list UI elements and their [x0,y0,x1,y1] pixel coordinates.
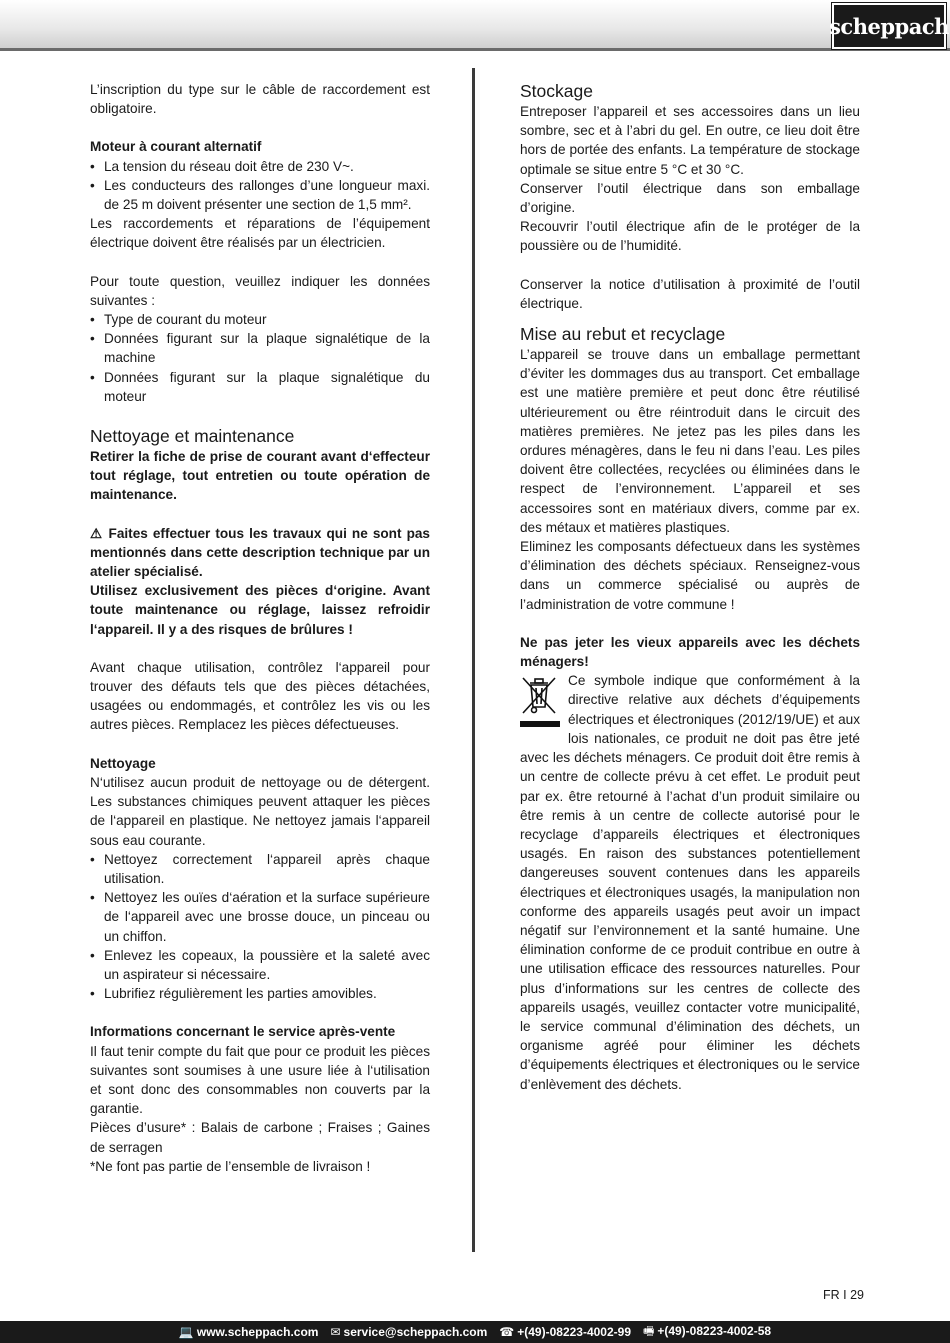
question-paragraph: Pour toute question, veuillez indiquer les données suivantes : [90,273,430,308]
service-paragraph: Il faut tenir compte du fait que pour ce produit les pièces suivantes sont soumises à une usure liée à l‘utilisation et sont donc des consommables non couverts par la garantie. [90,1043,430,1117]
heading-stockage: Stockage [520,81,593,101]
stockage-paragraph-3: Recouvrir l’outil électrique afin de le protéger de la poussière ou de l’humidité. [520,219,860,254]
nettoyage-list [90,850,430,1004]
eliminez-paragraph: Eliminez les composants défectueux dans les systèmes d’élimination des déchets spéciaux. Renseignez-vous dans un commerce spécialisé ou auprès de l’administration de votre commune ! [520,539,860,612]
symbole-paragraph: Ce symbole indique que conformément à la directive relative aux déchets d’équipements électriques et électroniques (2012/19/UE) et aux lois nationales, ce produit ne doit pas être jeté avec les déchets ménagers. Ce produit doit être remis à un centre de collecte prévu à cet effet. Le produit peut par ex. être retourné à l’achat d’un produit similaire ou être remis à un centre de collecte autorisé pour le recyclage d’appareils électriques et électroniques usagés. En raison des substances potentiellement dangereuses souvent contenues dans les appareils électriques et électroniques usagés, la manipulation non conforme des appareils usagés peut avoir un impact négatif sur l’environnement et la santé humaine. Une élimination conforme de ce produit contribue en outre à une utilisation efficace des ressources naturelles. Pour plus d’informations sur les centres de collecte des appareils usagés, veuillez contacter votre municipalité, le service communal d’élimination des déchets, un organisme agréé pour éliminer les déchets d’équipements électriques et électroniques ou le service d’enlèvement des déchets. [520,673,860,1092]
phone-icon: ☎ [499,1325,515,1339]
faites-text: Faites effectuer tous les travaux qui ne sont pas mentionnés dans cette description technique par un atelier spécialisé. [90,525,430,580]
left-column [90,80,430,1176]
stockage-paragraph-2: Conserver l’outil électrique dans son emballage d’origine. [520,180,860,216]
pieces-paragraph: Pièces d’usure* : Balais de carbone ; Fraises ; Gaines de serragen [90,1120,430,1155]
list-item: • Nettoyez correctement l‘appareil après chaque utilisation. [90,850,430,888]
list-item: • Lubrifiez régulièrement les parties amovibles. [90,984,430,1003]
heading-ne-pas-jeter: Ne pas jeter les vieux appareils avec les déchets ménagers! [520,634,860,670]
heading-nettoyage-maintenance: Nettoyage et maintenance [90,426,295,447]
crossed-bin-icon [520,675,558,715]
heading-nettoyage: Nettoyage [90,755,156,771]
fax-number: +(49)-08223-4002-58 [657,1323,772,1338]
list-item: • Les conducteurs des rallonges d’une longueur maxi. de 25 m doivent présenter une section de 1,5 mm². [90,176,430,214]
phone-number: +(49)-08223-4002-99 [517,1325,631,1339]
mail-icon: ✉ [330,1325,341,1339]
list-item: • Enlevez les copeaux, la poussière et la saleté avec un aspirateur si nécessaire. [90,946,430,984]
list-item: • La tension du réseau doit être de 230 V~. [90,157,430,176]
list-item: • Type de courant du moteur [90,310,430,329]
computer-icon: 💻 [178,1325,194,1339]
top-header-bar [0,0,950,51]
weee-bar [520,721,560,727]
notice-paragraph: Conserver la notice d’utilisation à proximité de l’outil électrique. [520,276,860,311]
faites-paragraph [90,524,430,582]
raccord-paragraph: Les raccordements et réparations de l’équipement électrique doivent être réalisés par un électricien. [90,216,430,251]
footer-bar [0,1321,950,1343]
list-item: • Données figurant sur la plaque signalétique du moteur [90,368,430,406]
heading-rebut: Mise au rebut et recyclage [520,324,726,345]
warning-icon: ⚠ [90,525,104,541]
intro-paragraph: L’inscription du type sur le câble de raccordement est obligatoire. [90,82,430,117]
column-divider [472,68,475,1252]
page-number: FR I 29 [823,1288,864,1302]
footer-email[interactable] [330,1325,487,1339]
rebut-paragraph: L’appareil se trouve dans un emballage permettant d’éviter les dommages dus au transport. Cet emballage est une matière première et peut donc être réutilisé ultérieurement ou être réintroduit dans le circuit des matières premières. Ne jetez pas les piles dans les ordures ménagères, dans le feu ni dans l’eau. Les piles doivent être collectées, recyclées ou éliminées dans le respect de l’environnement. L’appareil et ses accessoires sont en matériaux divers, comme par ex. des métaux et matières plastiques. [520,347,860,535]
footer-web[interactable] [179,1325,319,1339]
email-link[interactable]: service@scheppach.com [343,1325,488,1339]
avant-paragraph: Avant chaque utilisation, contrôlez l‘appareil pour trouver des défauts tels que des pièces détachées, usagées ou endommagés, et contrôlez les vis ou les autres pièces. Remplacez les pièces défectueuses. [90,659,430,733]
footer-phone [499,1325,631,1339]
utilisez-paragraph: Utilisez exclusivement des pièces d‘origine. Avant toute maintenance ou réglage, laissez refroidir l‘appareil. Il y a des risques de brûlures ! [90,583,430,637]
nettoyage-paragraph: N‘utilisez aucun produit de nettoyage ou de détergent. Les substances chimiques peuvent attaquer les pièces de l‘appareil en plastique. Ne nettoyez jamais l‘appareil sous eau courante. [90,774,430,848]
stockage-paragraph-1: Entreposer l’appareil et ses accessoires dans un lieu sombre, sec et à l’abri du gel. En outre, ce lieu doit être hors de portée des enfants. La température de stockage optimale se situe entre 5 °C et 30 °C. [520,104,860,177]
list-item: • Nettoyez les ouïes d‘aération et la surface supérieure de l‘appareil avec une brosse douce, un pinceau ou un chiffon. [90,888,430,946]
retirer-paragraph: Retirer la fiche de prise de courant avant d‘effecteur tout réglage, tout entretien ou toute opération de maintenance. [90,449,430,503]
question-list [90,310,430,406]
web-link[interactable]: www.scheppach.com [196,1325,319,1339]
fax-icon: 🖷 [643,1323,655,1338]
heading-service: Informations concernant le service après-vente [90,1024,396,1040]
note-paragraph: *Ne font pas partie de l’ensemble de livraison ! [90,1158,371,1174]
list-item: • Données figurant sur la plaque signalétique de la machine [90,329,430,367]
scheppach-logo: scheppach [832,3,946,49]
heading-moteur: Moteur à courant alternatif [90,139,262,155]
footer-fax [643,1322,771,1343]
weee-symbol [520,675,560,727]
right-column [520,80,860,1094]
moteur-list [90,157,430,215]
